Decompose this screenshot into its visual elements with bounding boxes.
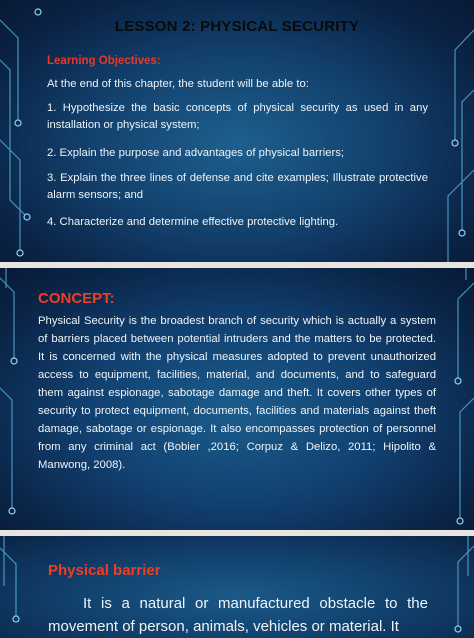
concept-heading: CONCEPT: <box>38 290 115 307</box>
slide-physical-barrier <box>0 536 474 638</box>
concept-paragraph: Physical Security is the broadest branch of security which is actually a system of barriers placed between potential intruders and the matters to be protected. It is concerned with the physical measures adopted to prevent unauthorized access to equipment, facilities, material, and documents, and to safeguard them against espionage, sabotage damage and theft. It covers other types of security to protect equipment, documents, facilities and materials against theft damage, sabotage or espionage. It also encompasses protection of personnel from any criminal act (Bobier ,2016; Corpuz & Delizo, 2011; Hipolito & Manwong, 2008). <box>38 315 436 471</box>
slide-concept <box>0 268 474 530</box>
objective-item: 1. Hypothesize the basic concepts of physical security as used in any installation or physical system; <box>47 102 428 131</box>
physical-barrier-paragraph: It is a natural or manufactured obstacle to the movement of person, animals, vehicles or material. It <box>48 595 428 635</box>
slide-lesson-title <box>0 0 474 262</box>
objective-item: 4. Characterize and determine effective protective lighting. <box>47 216 339 228</box>
page-title: LESSON 2: PHYSICAL SECURITY <box>114 18 360 35</box>
objectives-heading: Learning Objectives: <box>47 55 161 67</box>
objective-item: 3. Explain the three lines of defense and cite examples; Illustrate protective alarm sensors; and <box>47 172 428 201</box>
physical-barrier-heading: Physical barrier <box>48 562 161 579</box>
objective-item: 2. Explain the purpose and advantages of physical barriers; <box>47 147 345 159</box>
objectives-intro: At the end of this chapter, the student will be able to: <box>47 78 309 90</box>
